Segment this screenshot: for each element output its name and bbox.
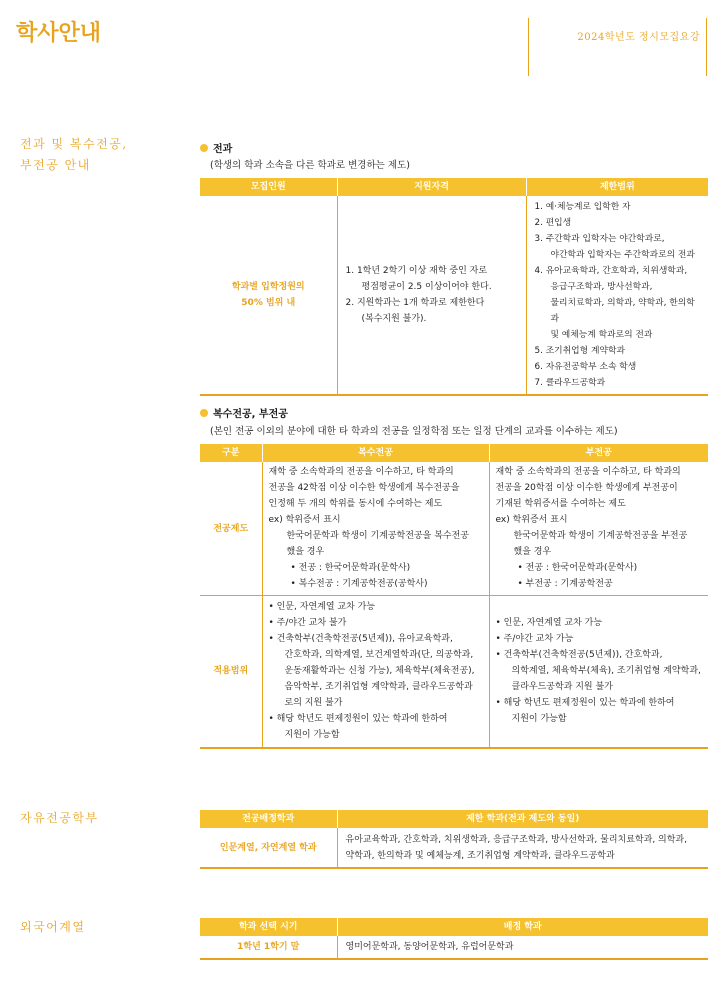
double-major-table [200, 444, 708, 749]
side-title-line: 부전공 안내 [20, 158, 91, 172]
table-header-row [200, 918, 708, 936]
header-divider [528, 18, 529, 76]
foreign-table [200, 918, 708, 960]
double-major-heading-text: 복수전공, 부전공 [213, 409, 288, 420]
text-line: 기재된 학위증서를 수여하는 제도 [495, 499, 626, 509]
text-line: 재학 중 소속학과의 전공을 이수하고, 타 학과의 [268, 467, 454, 477]
limit-line: 1. 예·체능계로 입학한 자 [534, 202, 631, 212]
table-header-cell: 복수전공 [262, 444, 489, 462]
minor-scope-cell [489, 596, 708, 748]
text-line: 전공을 20학점 이상 이수한 학생에게 부전공이 [495, 483, 678, 493]
limit-line: 2. 편입생 [534, 218, 572, 228]
text-line: 로의 지원 불가 [284, 698, 343, 709]
foreign-label: 1학년 1학기 말 [200, 936, 337, 959]
limit-line: 물리치료학과, 의학과, 약학과, 한의학과 [550, 298, 695, 324]
text-line: 한국어문학과 학생이 기계공학전공을 부전공 [513, 531, 688, 541]
free-major-label: 인문계열, 자연계열 학과 [200, 828, 337, 868]
transfer-heading [200, 140, 232, 155]
quota-line: 50% 범위 내 [241, 298, 296, 308]
double-major-description: (본인 전공 이외의 분야에 대한 타 학과의 전공을 일정학점 또는 일정 단계의 교과를 이수하는 제도) [210, 426, 618, 437]
text-line: • 건축학부(건축학전공(5년제)), 간호학과, [495, 650, 663, 661]
limit-line: 7. 클라우드공학과 [534, 378, 606, 388]
quota-cell [200, 196, 337, 395]
limits-cell [526, 196, 708, 395]
qual-line: 2. 지원학과는 1개 학과로 제한한다 [345, 298, 485, 308]
table-row [200, 936, 708, 959]
double-system-cell [262, 462, 489, 596]
text-line: 클라우드공학과 지원 불가 [511, 682, 613, 693]
table-row [200, 462, 708, 596]
free-major-table [200, 810, 708, 869]
text-line: • 건축학부(건축학전공(5년제)), 유아교육학과, [268, 634, 453, 645]
table-row [200, 828, 708, 868]
side-title-foreign: 외국어계열 [20, 920, 86, 934]
text-line: • 해당 학년도 편제정원이 있는 학과에 한하여 [268, 714, 448, 725]
text-line: 의학계열, 체육학부(체육), 조기취업형 계약학과, [511, 666, 701, 677]
table-header-cell: 배정 학과 [337, 918, 708, 936]
header-divider-right [706, 18, 707, 76]
text-line: 했을 경우 [286, 547, 325, 557]
text-line: 전공을 42학점 이상 이수한 학생에게 복수전공을 [268, 483, 460, 493]
table-header-cell: 전공배정학과 [200, 810, 337, 828]
limit-line: 및 예체능계 학과로의 전과 [550, 330, 653, 340]
table-header-cell: 부전공 [489, 444, 708, 462]
text-line: ex) 학위증서 표시 [268, 515, 341, 525]
table-header-row [200, 444, 708, 462]
text-line: 유아교육학과, 간호학과, 치위생학과, 응급구조학과, 방사선학과, 물리치료학과, 의학과, [345, 834, 687, 845]
double-scope-cell [262, 596, 489, 748]
table-header-cell: 지원자격 [337, 178, 526, 196]
text-line: • 전공 : 한국어문학과(문학사) [290, 563, 411, 573]
text-line: 지원이 가능함 [284, 730, 340, 741]
limit-line: 야간학과 입학자는 주간학과로의 전과 [550, 250, 695, 260]
table-header-cell: 구분 [200, 444, 262, 462]
qualification-cell [337, 196, 526, 395]
limit-line: 6. 자유전공학부 소속 학생 [534, 362, 637, 372]
row-label-system: 전공제도 [200, 462, 262, 596]
limit-line: 응급구조학과, 방사선학과, [550, 282, 653, 292]
side-title-line: 전과 및 복수전공, [20, 137, 128, 151]
table-header-cell: 제한 학과(전과 제도와 동일) [337, 810, 708, 828]
text-line: 약학과, 한의학과 및 예체능계, 조기취업형 계약학과, 클라우드공학과 [345, 850, 615, 861]
text-line: ex) 학위증서 표시 [495, 515, 568, 525]
text-line: 재학 중 소속학과의 전공을 이수하고, 타 학과의 [495, 467, 681, 477]
quota-line: 학과별 입학정원의 [231, 282, 305, 292]
qual-line: (복수지원 불가). [361, 314, 427, 324]
transfer-heading-text: 전과 [213, 144, 233, 155]
table-header-cell: 모집인원 [200, 178, 337, 196]
limit-line: 4. 유아교육학과, 간호학과, 치위생학과, [534, 266, 688, 276]
double-major-heading [200, 405, 288, 420]
text-line: • 부전공 : 기계공학전공 [517, 579, 613, 589]
bullet-icon [200, 144, 208, 152]
limit-line: 3. 주간학과 입학자는 야간학과로, [534, 234, 665, 244]
text-line: 지원이 가능함 [511, 714, 567, 725]
row-label-scope: 적용범위 [200, 596, 262, 748]
text-line: 한국어문학과 학생이 기계공학전공을 복수전공 [286, 531, 469, 541]
free-major-value [337, 828, 708, 868]
table-row [200, 596, 708, 748]
table-header-row [200, 178, 708, 196]
header-subtitle: 2024학년도 정시모집요강 [577, 32, 700, 43]
text-line: 운동재활학과는 신청 가능), 체육학부(체육전공), [284, 666, 475, 677]
text-line: • 주/야간 교차 불가 [268, 618, 347, 629]
table-header-cell: 제한범위 [526, 178, 708, 196]
side-title-free-major: 자유전공학부 [20, 811, 99, 825]
text-line: • 복수전공 : 기계공학전공(공학사) [290, 579, 428, 589]
foreign-value: 영미어문학과, 동양어문학과, 유럽어문학과 [337, 936, 708, 959]
table-header-cell: 학과 선택 시기 [200, 918, 337, 936]
side-title-transfer [20, 134, 128, 176]
text-line: 인정해 두 개의 학위를 동시에 수여하는 제도 [268, 499, 443, 509]
text-line: 음악학부, 조기취업형 계약학과, 클라우드공학과 [284, 682, 473, 693]
text-line: 했을 경우 [513, 547, 552, 557]
text-line: • 인문, 자연계열 교차 가능 [495, 618, 603, 629]
transfer-table [200, 178, 708, 396]
qual-line: 1. 1학년 2학기 이상 재학 중인 자로 [345, 266, 488, 276]
minor-system-cell [489, 462, 708, 596]
text-line: • 전공 : 한국어문학과(문학사) [517, 563, 638, 573]
bullet-icon [200, 409, 208, 417]
table-header-row [200, 810, 708, 828]
text-line: 간호학과, 의학계열, 보건계열학과(단, 의공학과, [284, 650, 474, 661]
page-title: 학사안내 [16, 20, 102, 46]
text-line: • 주/야간 교차 가능 [495, 634, 574, 645]
limit-line: 5. 조기취업형 계약학과 [534, 346, 625, 356]
text-line: • 해당 학년도 편제정원이 있는 학과에 한하여 [495, 698, 675, 709]
text-line: • 인문, 자연계열 교차 가능 [268, 602, 376, 613]
qual-line: 평점평균이 2.5 이상이어야 한다. [361, 282, 492, 292]
transfer-description: (학생의 학과 소속을 다른 학과로 변경하는 제도) [210, 160, 410, 171]
table-row [200, 196, 708, 395]
